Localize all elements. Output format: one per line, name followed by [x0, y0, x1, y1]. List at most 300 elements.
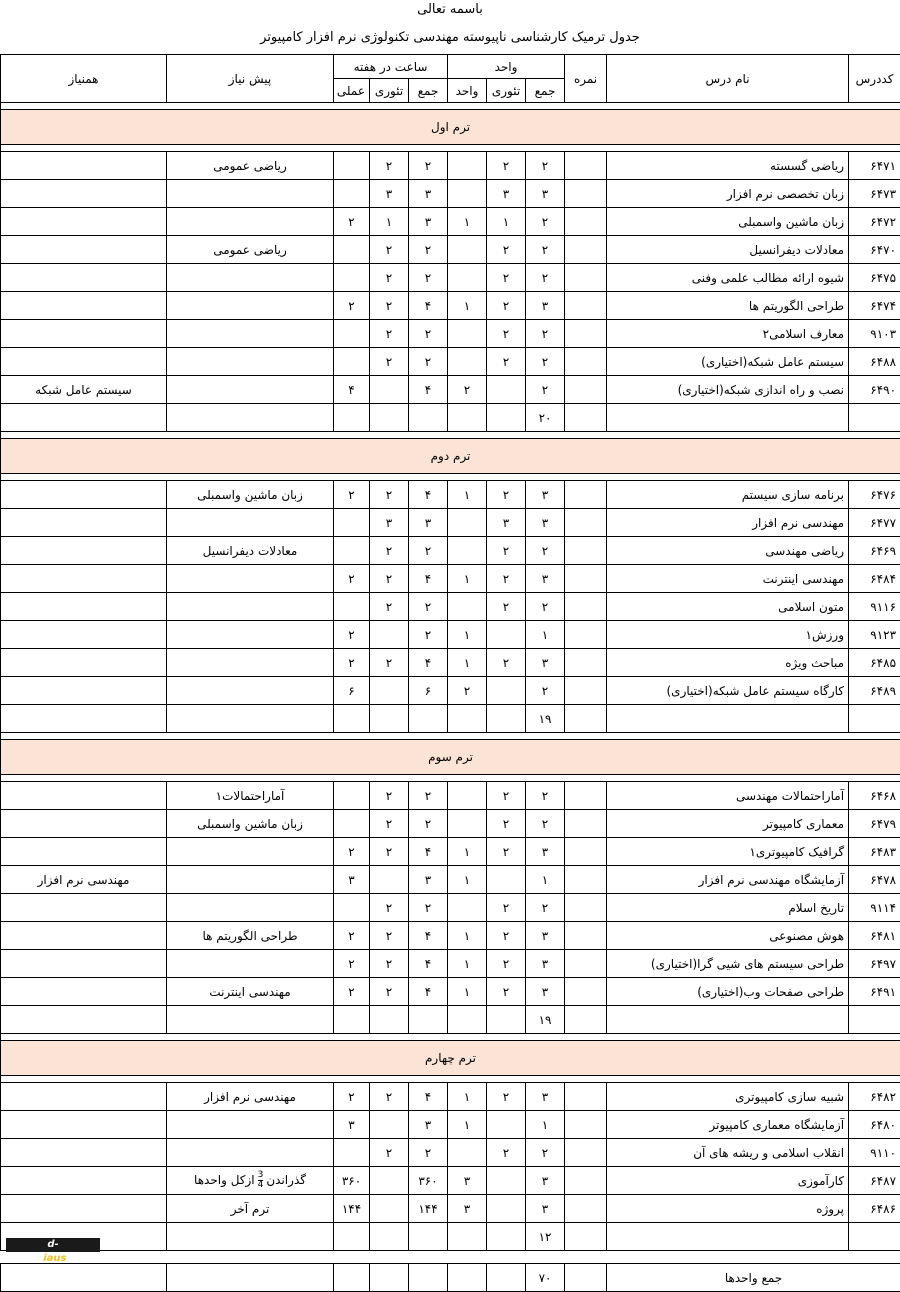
units-theory — [487, 621, 526, 649]
units-practical — [448, 320, 487, 348]
grand-total-label: جمع واحدها — [607, 1264, 900, 1292]
units-theory: ۲ — [487, 593, 526, 621]
term-spacer — [1, 775, 900, 782]
course-code: ۶۴۷۶ — [849, 481, 900, 509]
course-code: ۶۴۶۸ — [849, 782, 900, 810]
course-coreq: مهندسی نرم افزار — [1, 866, 167, 894]
course-prereq — [167, 838, 334, 866]
course-coreq: سیستم عامل شبکه — [1, 376, 167, 404]
course-prereq: ریاضی عمومی — [167, 152, 334, 180]
course-coreq — [1, 1195, 167, 1223]
table-row — [1, 236, 900, 264]
course-prereq — [167, 320, 334, 348]
units-sum: ۳ — [526, 978, 565, 1006]
table-row — [1, 649, 900, 677]
course-name: تاریخ اسلام — [607, 894, 849, 922]
course-grade — [565, 1111, 607, 1139]
units-sum: ۲ — [526, 782, 565, 810]
units-theory: ۲ — [487, 537, 526, 565]
units-theory: ۲ — [487, 1083, 526, 1111]
course-name: معماری کامپیوتر — [607, 810, 849, 838]
course-name: زبان تخصصی نرم افزار — [607, 180, 849, 208]
table-row — [1, 838, 900, 866]
course-grade — [565, 838, 607, 866]
table-row — [1, 782, 900, 810]
units-practical — [448, 1139, 487, 1167]
table-row — [1, 1111, 900, 1139]
hours-sum: ۳ — [409, 866, 448, 894]
term-total-units: ۱۹ — [526, 705, 565, 733]
units-practical: ۱ — [448, 866, 487, 894]
course-name: طراحی الگوریتم ها — [607, 292, 849, 320]
hours-theory: ۱ — [370, 208, 409, 236]
hours-practical: ۲ — [334, 1083, 370, 1111]
units-sum: ۲ — [526, 894, 565, 922]
term-header — [1, 1041, 900, 1076]
hours-sum: ۲ — [409, 320, 448, 348]
table-row — [1, 1139, 900, 1167]
course-prereq: زبان ماشین واسمبلی — [167, 481, 334, 509]
hours-practical: ۴ — [334, 376, 370, 404]
course-name: آماراحتمالات مهندسی — [607, 782, 849, 810]
course-name: طراحی سیستم های شیی گرا(اختیاری) — [607, 950, 849, 978]
hours-practical — [334, 593, 370, 621]
empty-cell — [565, 705, 607, 733]
term-spacer — [1, 733, 900, 740]
hours-sum: ۲ — [409, 621, 448, 649]
empty-cell — [167, 705, 334, 733]
table-row — [1, 320, 900, 348]
course-prereq — [167, 292, 334, 320]
hours-theory — [370, 1167, 409, 1195]
units-practical: ۱ — [448, 208, 487, 236]
course-name: سیستم عامل شبکه(اختیاری) — [607, 348, 849, 376]
hours-practical: ۲ — [334, 481, 370, 509]
units-theory: ۳ — [487, 180, 526, 208]
course-grade — [565, 1167, 607, 1195]
units-sum: ۳ — [526, 649, 565, 677]
course-code: ۶۴۷۹ — [849, 810, 900, 838]
units-sum: ۲ — [526, 810, 565, 838]
course-grade — [565, 782, 607, 810]
course-grade — [565, 565, 607, 593]
hours-theory: ۲ — [370, 320, 409, 348]
hours-theory: ۳ — [370, 180, 409, 208]
course-prereq: آماراحتمالات۱ — [167, 782, 334, 810]
units-sum: ۳ — [526, 509, 565, 537]
table-row — [1, 621, 900, 649]
units-practical — [448, 782, 487, 810]
hours-sum: ۳ — [409, 509, 448, 537]
hours-theory: ۲ — [370, 950, 409, 978]
empty-cell — [565, 404, 607, 432]
units-theory: ۲ — [487, 782, 526, 810]
units-practical — [448, 180, 487, 208]
col-code-header: کددرس — [849, 55, 900, 103]
course-grade — [565, 810, 607, 838]
course-prereq — [167, 1139, 334, 1167]
units-sum: ۲ — [526, 264, 565, 292]
hours-sum: ۳ — [409, 1111, 448, 1139]
units-sum: ۳ — [526, 292, 565, 320]
units-sum: ۲ — [526, 320, 565, 348]
spacer-cell — [1, 145, 900, 152]
units-sum: ۲ — [526, 376, 565, 404]
course-prereq — [167, 1111, 334, 1139]
units-practical: ۱ — [448, 1111, 487, 1139]
units-theory: ۲ — [487, 649, 526, 677]
hours-sum: ۴ — [409, 292, 448, 320]
course-name: نصب و راه اندازی شبکه(اختیاری) — [607, 376, 849, 404]
hours-practical: ۲ — [334, 208, 370, 236]
course-grade — [565, 978, 607, 1006]
hours-practical — [334, 810, 370, 838]
hours-practical: ۶ — [334, 677, 370, 705]
course-name: ورزش۱ — [607, 621, 849, 649]
empty-cell — [334, 404, 370, 432]
hours-sum: ۲ — [409, 810, 448, 838]
hours-sum: ۲ — [409, 782, 448, 810]
course-coreq — [1, 208, 167, 236]
course-coreq — [1, 292, 167, 320]
course-code: ۶۴۷۳ — [849, 180, 900, 208]
units-theory: ۲ — [487, 950, 526, 978]
empty-cell — [487, 705, 526, 733]
course-code: ۹۱۱۴ — [849, 894, 900, 922]
course-name: پروژه — [607, 1195, 849, 1223]
course-name: مهندسی اینترنت — [607, 565, 849, 593]
hours-sum: ۴ — [409, 922, 448, 950]
term-spacer — [1, 1076, 900, 1083]
units-sum: ۲ — [526, 348, 565, 376]
hours-practical: ۱۴۴ — [334, 1195, 370, 1223]
units-sum: ۱ — [526, 621, 565, 649]
hours-sum: ۳ — [409, 180, 448, 208]
hours-practical: ۲ — [334, 950, 370, 978]
course-grade — [565, 481, 607, 509]
course-grade — [565, 593, 607, 621]
hours-practical — [334, 537, 370, 565]
units-sum: ۲ — [526, 537, 565, 565]
course-grade — [565, 348, 607, 376]
empty-cell — [409, 1264, 448, 1292]
hours-practical — [334, 509, 370, 537]
course-grade — [565, 1139, 607, 1167]
table-row — [1, 978, 900, 1006]
term-header — [1, 439, 900, 474]
course-prereq — [167, 509, 334, 537]
hours-theory: ۲ — [370, 236, 409, 264]
hours-sum: ۲ — [409, 264, 448, 292]
course-code: ۶۴۸۴ — [849, 565, 900, 593]
course-name: کارآموزی — [607, 1167, 849, 1195]
course-code: ۶۴۷۸ — [849, 866, 900, 894]
course-name: شبیه سازی کامپیوتری — [607, 1083, 849, 1111]
course-name: شیوه ارائه مطالب علمی وفنی — [607, 264, 849, 292]
hours-theory: ۲ — [370, 810, 409, 838]
course-prereq: زبان ماشین واسمبلی — [167, 810, 334, 838]
empty-cell — [370, 705, 409, 733]
course-grade — [565, 320, 607, 348]
course-name: مهندسی نرم افزار — [607, 509, 849, 537]
table-row — [1, 180, 900, 208]
units-practical: ۱ — [448, 922, 487, 950]
spacer-cell — [1, 775, 900, 782]
hours-sum: ۲ — [409, 537, 448, 565]
units-theory — [487, 1195, 526, 1223]
course-prereq — [167, 1167, 334, 1195]
hours-theory: ۲ — [370, 481, 409, 509]
units-practical — [448, 593, 487, 621]
course-coreq — [1, 950, 167, 978]
units-theory: ۲ — [487, 292, 526, 320]
units-practical: ۱ — [448, 978, 487, 1006]
hours-practical: ۲ — [334, 922, 370, 950]
hours-theory: ۲ — [370, 152, 409, 180]
hours-theory — [370, 866, 409, 894]
course-name: طراحی صفحات وب(اختیاری) — [607, 978, 849, 1006]
col-hours-header: ساعت در هفته — [334, 55, 448, 79]
course-name: کارگاه سیستم عامل شبکه(اختیاری) — [607, 677, 849, 705]
course-code: ۶۴۸۲ — [849, 1083, 900, 1111]
table-row — [1, 152, 900, 180]
units-theory — [487, 1111, 526, 1139]
course-name: زبان ماشین واسمبلی — [607, 208, 849, 236]
empty-cell — [607, 1006, 849, 1034]
course-coreq — [1, 782, 167, 810]
empty-cell — [409, 404, 448, 432]
empty-cell — [607, 404, 849, 432]
course-code: ۶۴۷۲ — [849, 208, 900, 236]
hours-sum: ۳۶۰ — [409, 1167, 448, 1195]
table-row — [1, 1083, 900, 1111]
spacer-cell — [1, 1076, 900, 1083]
course-code: ۶۴۸۵ — [849, 649, 900, 677]
hours-theory: ۲ — [370, 264, 409, 292]
course-code: ۹۱۱۶ — [849, 593, 900, 621]
hours-theory: ۲ — [370, 838, 409, 866]
course-code: ۹۱۰۳ — [849, 320, 900, 348]
hours-sum: ۴ — [409, 1083, 448, 1111]
units-theory — [487, 866, 526, 894]
units-practical — [448, 894, 487, 922]
units-theory: ۱ — [487, 208, 526, 236]
units-theory: ۲ — [487, 1139, 526, 1167]
term-spacer — [1, 145, 900, 152]
site-badge[interactable]: d-karaj.iaus.ac.ir — [6, 1238, 100, 1252]
course-coreq — [1, 1111, 167, 1139]
units-sum: ۳ — [526, 1167, 565, 1195]
units-sum: ۲ — [526, 593, 565, 621]
table-row — [1, 894, 900, 922]
course-code: ۶۴۹۷ — [849, 950, 900, 978]
units-sum: ۳ — [526, 481, 565, 509]
hours-practical: ۲ — [334, 565, 370, 593]
prereq-text-after: ازکل واحدها — [194, 1173, 255, 1187]
course-prereq: ترم آخر — [167, 1195, 334, 1223]
col-hours-practical: عملی — [334, 79, 370, 103]
course-grade — [565, 866, 607, 894]
units-practical: ۱ — [448, 481, 487, 509]
units-practical: ۱ — [448, 950, 487, 978]
units-practical — [448, 509, 487, 537]
empty-cell — [334, 705, 370, 733]
hours-practical — [334, 782, 370, 810]
empty-cell — [409, 1006, 448, 1034]
empty-cell — [409, 705, 448, 733]
hours-theory: ۲ — [370, 922, 409, 950]
units-practical: ۱ — [448, 649, 487, 677]
course-coreq — [1, 537, 167, 565]
course-prereq — [167, 565, 334, 593]
units-sum: ۳ — [526, 950, 565, 978]
empty-cell — [448, 1223, 487, 1251]
term-header — [1, 110, 900, 145]
course-code: ۹۱۱۰ — [849, 1139, 900, 1167]
hours-sum: ۴ — [409, 481, 448, 509]
table-row — [1, 810, 900, 838]
units-sum: ۱ — [526, 1111, 565, 1139]
col-hours-sum: جمع — [409, 79, 448, 103]
spacer-cell — [1, 432, 900, 439]
empty-cell — [487, 1006, 526, 1034]
term-total-row — [1, 1223, 900, 1251]
course-name: آزمایشگاه معماری کامپیوتر — [607, 1111, 849, 1139]
hours-practical — [334, 236, 370, 264]
hours-theory: ۲ — [370, 978, 409, 1006]
hours-theory — [370, 677, 409, 705]
hours-sum: ۴ — [409, 649, 448, 677]
course-prereq: ریاضی عمومی — [167, 236, 334, 264]
empty-cell — [1, 1006, 167, 1034]
hours-practical — [334, 264, 370, 292]
col-grade-header: نمره — [565, 55, 607, 103]
course-prereq — [167, 593, 334, 621]
units-theory: ۲ — [487, 348, 526, 376]
hours-theory: ۲ — [370, 593, 409, 621]
table-row — [1, 922, 900, 950]
course-grade — [565, 208, 607, 236]
units-theory: ۲ — [487, 810, 526, 838]
empty-cell — [1, 1264, 167, 1292]
term-title: ترم اول — [1, 110, 900, 145]
course-coreq — [1, 838, 167, 866]
course-coreq — [1, 565, 167, 593]
gap-row — [1, 1251, 900, 1264]
table-row — [1, 1195, 900, 1223]
units-sum: ۲ — [526, 1139, 565, 1167]
hours-theory: ۲ — [370, 537, 409, 565]
col-units-practical: واحد — [448, 79, 487, 103]
course-coreq — [1, 348, 167, 376]
course-name: ریاضی گسسته — [607, 152, 849, 180]
hours-practical — [334, 320, 370, 348]
course-code: ۶۴۷۱ — [849, 152, 900, 180]
units-sum: ۲ — [526, 152, 565, 180]
hours-sum: ۴ — [409, 978, 448, 1006]
course-grade — [565, 950, 607, 978]
spacer-cell — [1, 733, 900, 740]
course-prereq — [167, 677, 334, 705]
course-coreq — [1, 264, 167, 292]
hours-theory — [370, 1111, 409, 1139]
course-grade — [565, 677, 607, 705]
hours-theory — [370, 376, 409, 404]
empty-cell — [565, 1264, 607, 1292]
course-grade — [565, 649, 607, 677]
hours-sum: ۴ — [409, 838, 448, 866]
course-code: ۶۴۹۰ — [849, 376, 900, 404]
course-prereq: طراحی الگوریتم ها — [167, 922, 334, 950]
course-grade — [565, 537, 607, 565]
units-sum: ۲ — [526, 677, 565, 705]
course-name: گرافیک کامپیوتری۱ — [607, 838, 849, 866]
course-coreq — [1, 509, 167, 537]
hours-practical — [334, 1139, 370, 1167]
course-prereq — [167, 264, 334, 292]
course-coreq — [1, 152, 167, 180]
units-practical — [448, 810, 487, 838]
hours-theory — [370, 621, 409, 649]
course-prereq: معادلات دیفرانسیل — [167, 537, 334, 565]
course-coreq — [1, 1139, 167, 1167]
course-coreq — [1, 180, 167, 208]
hours-sum: ۲ — [409, 348, 448, 376]
units-practical: ۱ — [448, 838, 487, 866]
hours-sum: ۲ — [409, 152, 448, 180]
spacer-cell — [1, 474, 900, 481]
hours-theory: ۲ — [370, 649, 409, 677]
term-title: ترم دوم — [1, 439, 900, 474]
course-code: ۹۱۲۳ — [849, 621, 900, 649]
course-code: ۶۴۸۷ — [849, 1167, 900, 1195]
hours-practical: ۲ — [334, 649, 370, 677]
course-coreq — [1, 978, 167, 1006]
units-theory: ۲ — [487, 264, 526, 292]
hours-sum: ۴ — [409, 376, 448, 404]
table-row — [1, 292, 900, 320]
units-sum: ۳ — [526, 565, 565, 593]
col-coreq-header: همنیاز — [1, 55, 167, 103]
course-grade — [565, 292, 607, 320]
table-row — [1, 509, 900, 537]
course-grade — [565, 376, 607, 404]
course-name: آزمایشگاه مهندسی نرم افزار — [607, 866, 849, 894]
table-row — [1, 376, 900, 404]
course-coreq — [1, 593, 167, 621]
course-prereq — [167, 649, 334, 677]
hours-theory: ۲ — [370, 1083, 409, 1111]
term-spacer — [1, 432, 900, 439]
empty-cell — [1, 705, 167, 733]
term-spacer — [1, 474, 900, 481]
empty-cell — [448, 1264, 487, 1292]
hours-practical: ۲ — [334, 292, 370, 320]
col-units-theory: تئوری — [487, 79, 526, 103]
table-row — [1, 866, 900, 894]
units-sum: ۳ — [526, 838, 565, 866]
hours-practical: ۳۶۰ — [334, 1167, 370, 1195]
units-sum: ۳ — [526, 1083, 565, 1111]
empty-cell — [167, 1223, 334, 1251]
curriculum-table — [0, 54, 900, 1292]
course-code: ۶۴۷۷ — [849, 509, 900, 537]
course-prereq — [167, 348, 334, 376]
table-row — [1, 481, 900, 509]
course-code: ۶۴۹۱ — [849, 978, 900, 1006]
units-theory: ۲ — [487, 481, 526, 509]
grand-total-row — [1, 1264, 900, 1292]
